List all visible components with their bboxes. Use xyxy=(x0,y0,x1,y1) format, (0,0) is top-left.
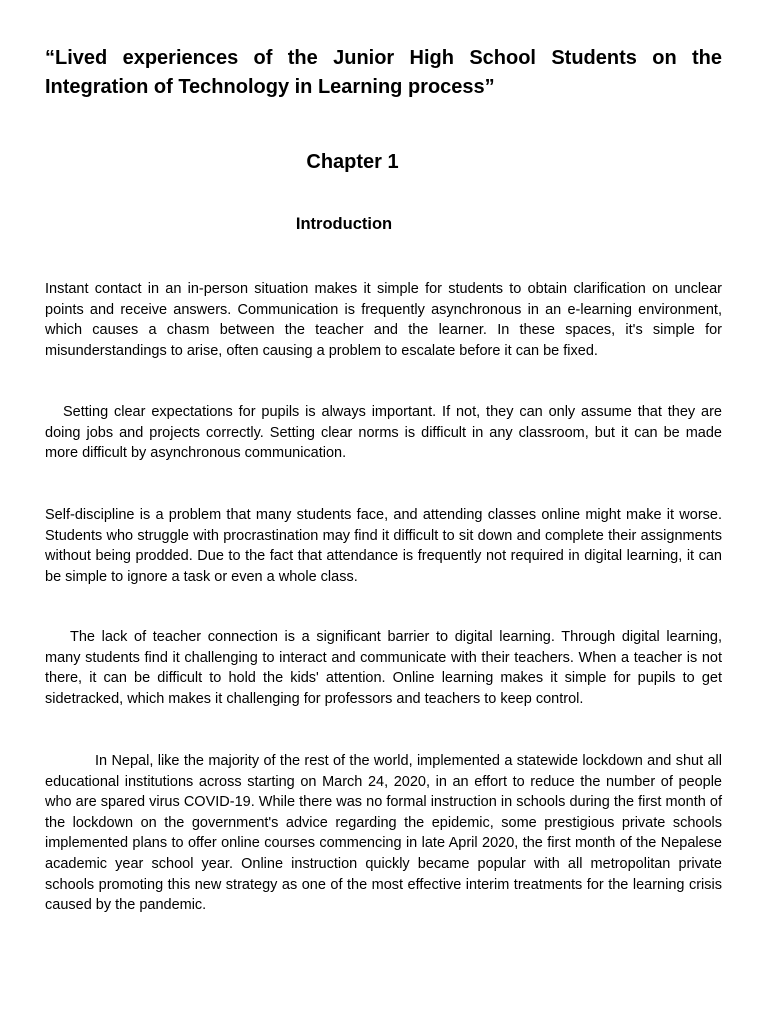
paragraph-clear-expectations: Setting clear expectations for pupils is always important. If not, they can only assume that they are doing jobs and projects correctly. Setting clear norms is difficult in any classroom, but it can be made more difficult by asynchronous communication. xyxy=(45,404,722,462)
paragraph-self-discipline: Self-discipline is a problem that many students face, and attending classes online might make it worse. Students who struggle with procrastination may find it difficult to sit down and complete their assignments without being prodded. Due to the fact that attendance is frequently not required in digital learning, it can be simple to ignore a task or even a whole class. xyxy=(45,507,722,585)
chapter-heading: Chapter 1 xyxy=(306,151,399,173)
paragraph-teacher-connection: The lack of teacher connection is a significant barrier to digital learning. Through digital learning, many students find it challenging to interact and communicate with their teachers. When a teacher is not there, it can be difficult to hold the kids' attention. Online learning makes it simple for pupils to get sidetracked, which makes it challenging for professors and teachers to keep control. xyxy=(45,629,722,707)
section-heading: Introduction xyxy=(295,215,393,233)
paragraph-nepal-lockdown: In Nepal, like the majority of the rest of the world, implemented a statewide lockdown and shut all educational institutions across starting on March 24, 2020, in an effort to reduce the number of people who are spared virus COVID-19. While there was no formal instruction in schools during the first month of the lockdown on the government's advice regarding the epidemic, some prestigious private schools implemented plans to offer online courses commencing in late April 2020, the first month of the Nepalese academic year school year. Online instruction quickly became popular with all metropolitan private schools promoting this new strategy as one of the most effective interim treatments for the learning crisis caused by the pandemic. xyxy=(45,753,722,914)
paragraph-in-person-contact: Instant contact in an in-person situation makes it simple for students to obtain clarification on unclear points and receive answers. Communication is frequently asynchronous in an e-learning environment, which causes a chasm between the teacher and the learner. In these spaces, it's simple for misunderstandings to arise, often causing a problem to escalate before it can be fixed. xyxy=(45,281,722,359)
document-title: “Lived experiences of the Junior High School Students on the Integration of Technology in Learning process” xyxy=(45,47,722,98)
